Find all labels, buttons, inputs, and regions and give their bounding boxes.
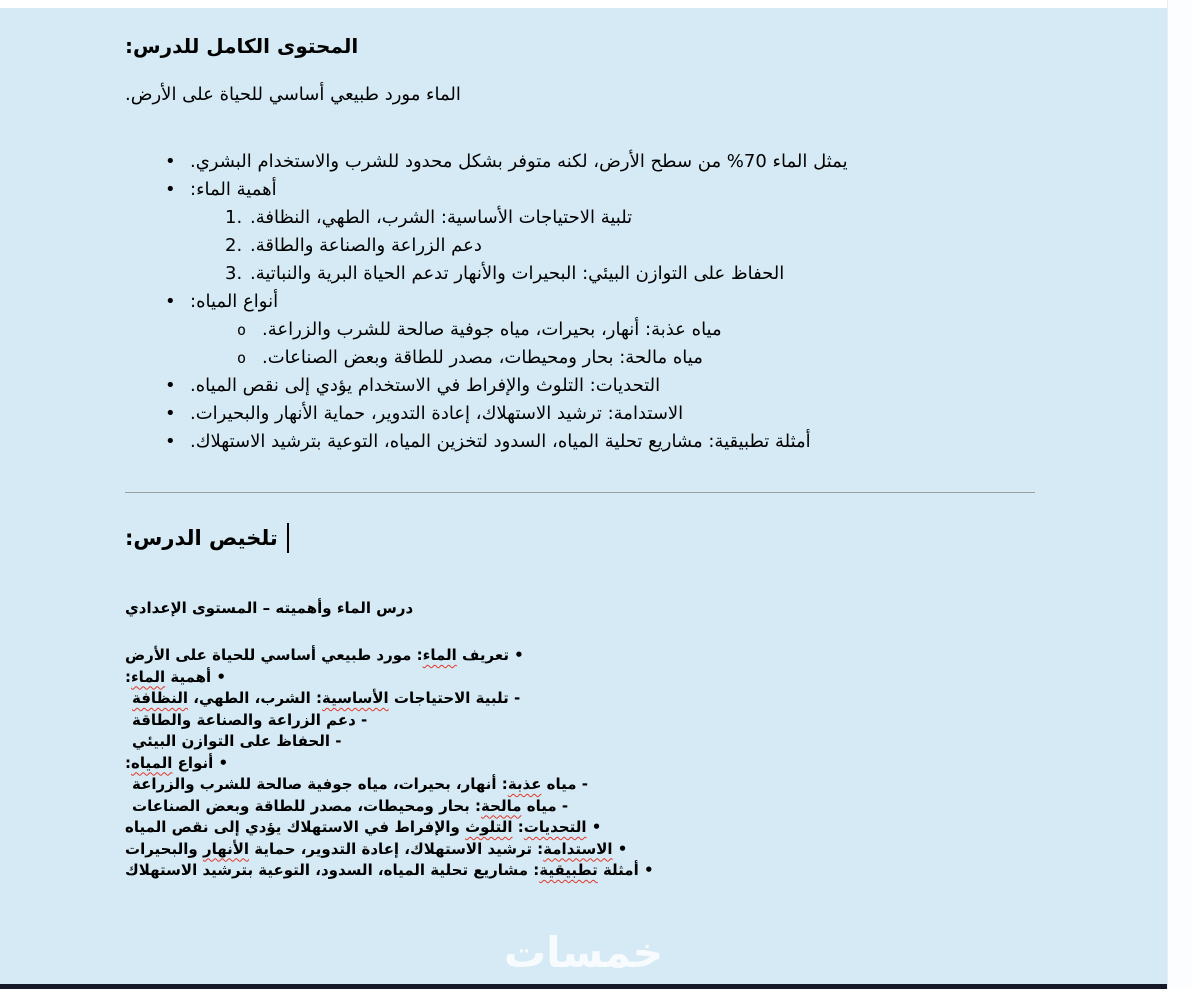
list-item-text: تلبية الاحتياجات الأساسية: الشرب، الطهي، النظافة.: [250, 207, 633, 228]
text-segment: والإفراط في الاستهلاك يؤدي إلى نقص المياه: [125, 818, 466, 836]
misspelled-word: التحديات: [523, 818, 587, 836]
text-segment: : الشرب، الطهي،: [188, 689, 323, 707]
list-marker: •: [165, 179, 176, 200]
text-cursor: [287, 523, 289, 553]
misspelled-word: تطبيقية: [539, 861, 598, 879]
content-heading: المحتوى الكامل للدرس:: [125, 34, 359, 58]
misspelled-word: الأساسية: [322, 689, 389, 707]
list-marker: o: [237, 349, 247, 367]
list-item-text: التحديات: التلوث والإفراط في الاستخدام يؤدي إلى نقص المياه.: [190, 375, 661, 396]
list-marker: •: [165, 291, 176, 312]
document-area[interactable]: [125, 33, 1035, 882]
content-list-item: [125, 148, 1035, 176]
bottom-border: [0, 984, 1167, 989]
misspelled-word: المياه: [131, 753, 173, 772]
list-marker: 2.: [225, 235, 243, 256]
summary-subtitle: درس الماء وأهميته – المستوى الإعدادي: [125, 599, 414, 617]
misspelled-word: عذبة: [507, 775, 542, 793]
list-item-text: مياه مالحة: بحار ومحيطات، مصدر للطاقة وبعض الصناعات.: [262, 347, 703, 368]
text-segment: : بحار ومحيطات، مصدر للطاقة وبعض الصناعات: [132, 796, 482, 815]
summary-line: [125, 731, 1035, 753]
list-item-text: الاستدامة: ترشيد الاستهلاك، إعادة التدوير، حماية الأنهار والبحيرات.: [190, 403, 684, 424]
text-segment: • أهمية: [165, 667, 226, 686]
text-segment: : أنهار، بحيرات، مياه جوفية صالحة للشرب والزراعة: [132, 775, 508, 793]
summary-line: [125, 796, 1035, 818]
list-marker: 1.: [225, 207, 243, 228]
misspelled-word: الاستدامة: [543, 839, 613, 858]
text-segment: : ترشيد الاستهلاك، إعادة التدوير، حماية: [249, 839, 544, 858]
summary-line: [125, 667, 1035, 689]
misspelled-word: النظافة: [132, 689, 189, 707]
summary-line: [125, 753, 1035, 775]
text-segment: •: [612, 839, 628, 858]
summary-line: [125, 688, 1035, 710]
text-segment: : مورد طبيعي أساسي للحياة على الأرض: [125, 646, 423, 664]
list-item-text: الحفاظ على التوازن البيئي: البحيرات والأنهار تدعم الحياة البرية والنباتية.: [250, 263, 785, 284]
text-segment: - الحفاظ على التوازن البيئي: [132, 732, 342, 750]
text-segment: :: [125, 753, 131, 772]
content-list-item: [125, 316, 1035, 344]
text-segment: - دعم الزراعة والصناعة والطاقة: [132, 710, 368, 729]
summary-line: [125, 860, 1035, 882]
khamsat-watermark: خمسات: [503, 928, 664, 977]
text-segment: - مياه: [521, 796, 569, 815]
content-list-item: [125, 288, 1035, 316]
content-list-item: [125, 344, 1035, 372]
content-list-item: [125, 176, 1035, 204]
list-item-text: أنواع المياه:: [190, 291, 279, 312]
text-segment: • أمثلة: [597, 861, 654, 879]
list-item-text: أمثلة تطبيقية: مشاريع تحلية المياه، السدود لتخزين المياه، التوعية بترشيد الاستهلاك.: [190, 431, 811, 452]
list-marker: 3.: [225, 263, 243, 284]
summary-line: [125, 710, 1035, 732]
content-list-item: [125, 400, 1035, 428]
summary-line: [125, 774, 1035, 796]
list-item-text: يمثل الماء 70% من سطح الأرض، لكنه متوفر بشكل محدود للشرب والاستخدام البشري.: [190, 151, 848, 172]
list-marker: •: [165, 375, 176, 396]
content-intro: الماء مورد طبيعي أساسي للحياة على الأرض.: [125, 84, 461, 105]
summary-heading-row: [125, 523, 1035, 553]
summary-line: [125, 839, 1035, 861]
list-item-text: دعم الزراعة والصناعة والطاقة.: [250, 235, 482, 256]
text-segment: والبحيرات: [125, 839, 203, 858]
text-segment: • أنواع: [172, 753, 229, 772]
summary-list: [125, 645, 1035, 882]
text-segment: :: [512, 818, 524, 836]
content-list-item: [125, 204, 1035, 232]
list-item-text: أهمية الماء:: [190, 179, 277, 200]
text-segment: • تعريف: [456, 646, 524, 664]
list-marker: o: [237, 321, 247, 339]
list-marker: •: [165, 151, 176, 172]
list-marker: •: [165, 403, 176, 424]
content-list-item: [125, 372, 1035, 400]
summary-line: [125, 645, 1035, 667]
content-list-item: [125, 260, 1035, 288]
scrollbar-gutter[interactable]: [1167, 0, 1192, 989]
misspelled-word: مالحة: [481, 796, 522, 815]
misspelled-word: التلوث: [465, 818, 513, 836]
misspelled-word: الماء: [131, 667, 166, 686]
content-list: [125, 148, 1035, 456]
misspelled-word: الأنهار: [202, 839, 250, 858]
summary-heading: تلخيص الدرس:: [125, 526, 278, 550]
content-list-item: [125, 428, 1035, 456]
misspelled-word: الماء: [422, 646, 457, 664]
text-segment: •: [586, 818, 602, 836]
list-item-text: مياه عذبة: أنهار، بحيرات، مياه جوفية صالحة للشرب والزراعة.: [262, 319, 722, 340]
text-segment: - تلبية الاحتياجات: [388, 689, 521, 707]
summary-line: [125, 817, 1035, 839]
list-marker: •: [165, 431, 176, 452]
text-segment: :: [125, 667, 131, 686]
section-divider: [125, 492, 1035, 493]
text-segment: : مشاريع تحلية المياه، السدود، التوعية بترشيد الاستهلاك: [125, 861, 540, 879]
content-list-item: [125, 232, 1035, 260]
text-segment: - مياه: [541, 775, 589, 793]
